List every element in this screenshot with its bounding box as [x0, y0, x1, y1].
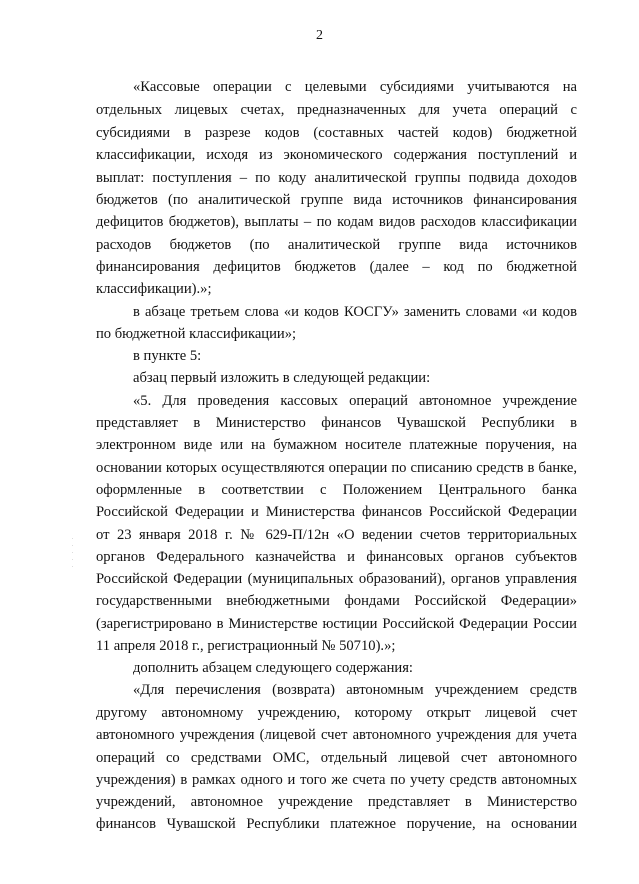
text-line: в абзаце третьем слова «и кодов КОСГУ» заменить словами «и кодов: [133, 304, 577, 320]
text-line: Российской Федерации и Министерства финансов Российской Федерации: [96, 504, 577, 520]
text-line: органов Федерального казначейства и финансовых органов субъектов: [96, 549, 577, 565]
text-line: классификации).»;: [96, 281, 212, 297]
text-line: электронном виде или на бумажном носителе платежные поручения, на: [96, 437, 577, 453]
text-line: Российской Федерации (муниципальных образований), органов управления: [96, 571, 577, 587]
text-line: дополнить абзацем следующего содержания:: [133, 660, 413, 676]
text-line: основании которых осуществляются операции по списанию средств в банке,: [96, 460, 577, 476]
text-line: «5. Для проведения кассовых операций автономное учреждение: [133, 393, 577, 409]
page-number: 2: [316, 28, 323, 43]
text-line: операций со средствами ОМС, отдельный лицевой счет автономного: [96, 750, 577, 766]
text-line: отдельных лицевых счетах, предназначенных для учета операций с: [96, 102, 577, 118]
text-line: (зарегистрировано в Министерстве юстиции Российской Федерации России: [96, 616, 577, 632]
text-line: дефицитов бюджетов), выплаты – по кодам видов расходов классификации: [96, 214, 577, 230]
text-line: расходов бюджетов (по аналитической группе вида источников: [96, 237, 577, 253]
text-line: другому автономному учреждению, которому открыт лицевой счет: [96, 705, 577, 721]
text-line: абзац первый изложить в следующей редакции:: [133, 370, 431, 386]
text-line: «Для перечисления (возврата) автономным учреждением средств: [133, 682, 577, 698]
text-line: от 23 января 2018 г. № 629-П/12н «О ведении счетов территориальных: [96, 527, 577, 543]
text-line: в пункте 5:: [133, 348, 202, 364]
text-line: финансов Чувашской Республики платежное поручение, на основании: [96, 816, 577, 832]
text-line: автономного учреждения (лицевой счет автономного учреждения для учета: [96, 727, 577, 743]
text-line: «Кассовые операции с целевыми субсидиями учитываются на: [133, 79, 577, 95]
text-line: финансирования дефицитов бюджетов (далее – код по бюджетной: [96, 259, 577, 275]
text-line: по бюджетной классификации»;: [96, 326, 297, 342]
text-line: классификации, исходя из экономического содержания поступлений и: [96, 147, 577, 163]
text-line: выплат: поступления – по коду аналитической группы подвида доходов: [96, 170, 577, 186]
text-line: учреждения) в рамках одного и того же счета по учету средств автономных: [96, 772, 577, 788]
text-line: субсидиями в разрезе кодов (составных частей кодов) бюджетной: [96, 125, 577, 141]
text-line: оформленные в соответствии с Положением Центрального банка: [96, 482, 577, 498]
text-line: 11 апреля 2018 г., регистрационный № 50710).»;: [96, 638, 396, 654]
text-line: учреждений, автономное учреждение представляет в Министерство: [96, 794, 577, 810]
text-line: государственными внебюджетными фондами Российской Федерации»: [96, 593, 577, 609]
text-line: представляет в Министерство финансов Чувашской Республики в: [96, 415, 577, 431]
text-line: бюджетов (по аналитической группе вида источников финансирования: [96, 192, 577, 208]
margin-scan-mark: [72, 538, 74, 574]
